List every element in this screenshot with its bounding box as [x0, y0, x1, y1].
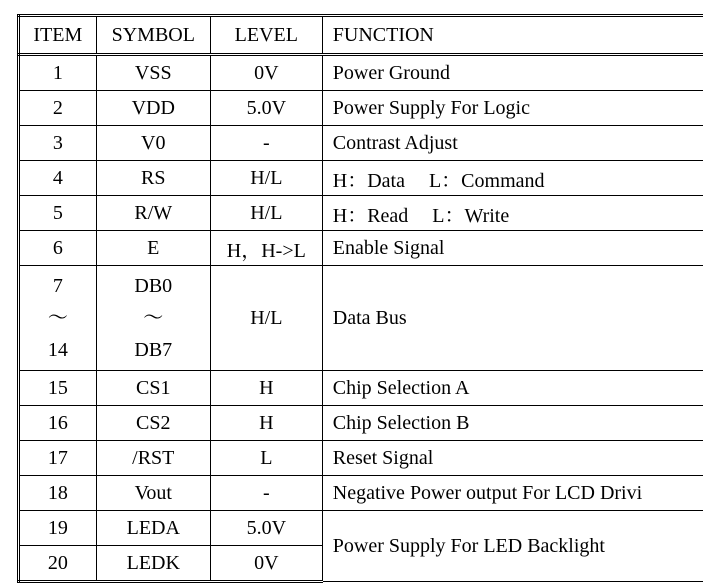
item-cell: 5	[19, 196, 97, 231]
item-cell: 15	[19, 371, 97, 406]
item-cell: 18	[19, 476, 97, 511]
level-cell: H	[210, 406, 322, 441]
table-row	[19, 476, 703, 511]
table-row	[19, 126, 703, 161]
symbol-cell: LEDK	[96, 546, 210, 582]
function-cell-backlight: Power Supply For LED Backlight	[322, 511, 703, 582]
symbol-cell: VDD	[96, 91, 210, 126]
item-cell: 19	[19, 511, 97, 546]
symbol-cell: /RST	[96, 441, 210, 476]
function-low-text: L：Command	[428, 169, 545, 192]
item-cell: 6	[19, 231, 97, 266]
item-cell: 3	[19, 126, 97, 161]
table-row-data-bus	[19, 266, 703, 371]
function-cell	[322, 161, 703, 196]
symbol-cell: CS2	[96, 406, 210, 441]
symbol-cell: R/W	[96, 196, 210, 231]
table-row	[19, 55, 703, 91]
symbol-range-tilde: ～	[143, 307, 164, 329]
item-range-tilde: ～	[47, 307, 68, 329]
item-cell: 2	[19, 91, 97, 126]
level-cell: -	[210, 126, 322, 161]
level-cell: H	[210, 371, 322, 406]
level-cell: 0V	[210, 546, 322, 582]
level-cell: 5.0V	[210, 511, 322, 546]
symbol-cell: V0	[96, 126, 210, 161]
item-cell: 20	[19, 546, 97, 582]
item-range-cell	[19, 266, 97, 371]
item-range-end: 14	[47, 339, 68, 361]
item-range-start: 7	[52, 275, 63, 297]
symbol-range-cell	[96, 266, 210, 371]
function-high-text: H：Data	[332, 169, 405, 192]
pin-function-table	[17, 14, 703, 583]
function-high-text: H：Read	[332, 204, 409, 227]
table-header-row	[19, 16, 703, 55]
function-cell: Contrast Adjust	[322, 126, 703, 161]
symbol-cell: VSS	[96, 55, 210, 91]
table-row	[19, 91, 703, 126]
level-cell: 0V	[210, 55, 322, 91]
function-cell: Negative Power output For LCD Drivi	[322, 476, 703, 511]
function-cell: Power Supply For Logic	[322, 91, 703, 126]
level-cell: 5.0V	[210, 91, 322, 126]
function-cell: Chip Selection B	[322, 406, 703, 441]
level-cell: H，H->L	[210, 231, 322, 266]
header-item: ITEM	[19, 16, 97, 55]
symbol-range-start: DB0	[134, 275, 173, 297]
function-low-text: L：Write	[432, 204, 510, 227]
table-row	[19, 196, 703, 231]
table-row	[19, 441, 703, 476]
symbol-cell: CS1	[96, 371, 210, 406]
symbol-range-end: DB7	[134, 339, 173, 361]
function-cell: Reset Signal	[322, 441, 703, 476]
symbol-cell: E	[96, 231, 210, 266]
function-cell: Enable Signal	[322, 231, 703, 266]
table-row	[19, 406, 703, 441]
header-symbol: SYMBOL	[96, 16, 210, 55]
table-row	[19, 511, 703, 546]
level-cell: L	[210, 441, 322, 476]
table-row	[19, 371, 703, 406]
level-cell: H/L	[210, 196, 322, 231]
level-cell: H/L	[210, 266, 322, 371]
item-cell: 4	[19, 161, 97, 196]
table-row	[19, 161, 703, 196]
item-cell: 16	[19, 406, 97, 441]
symbol-cell: LEDA	[96, 511, 210, 546]
level-cell: H/L	[210, 161, 322, 196]
symbol-cell: Vout	[96, 476, 210, 511]
header-function: FUNCTION	[322, 16, 703, 55]
symbol-cell: RS	[96, 161, 210, 196]
item-cell: 1	[19, 55, 97, 91]
function-cell: Chip Selection A	[322, 371, 703, 406]
function-cell: Data Bus	[322, 266, 703, 371]
item-cell: 17	[19, 441, 97, 476]
header-level: LEVEL	[210, 16, 322, 55]
table-row	[19, 231, 703, 266]
function-cell	[322, 196, 703, 231]
function-cell: Power Ground	[322, 55, 703, 91]
level-cell: -	[210, 476, 322, 511]
